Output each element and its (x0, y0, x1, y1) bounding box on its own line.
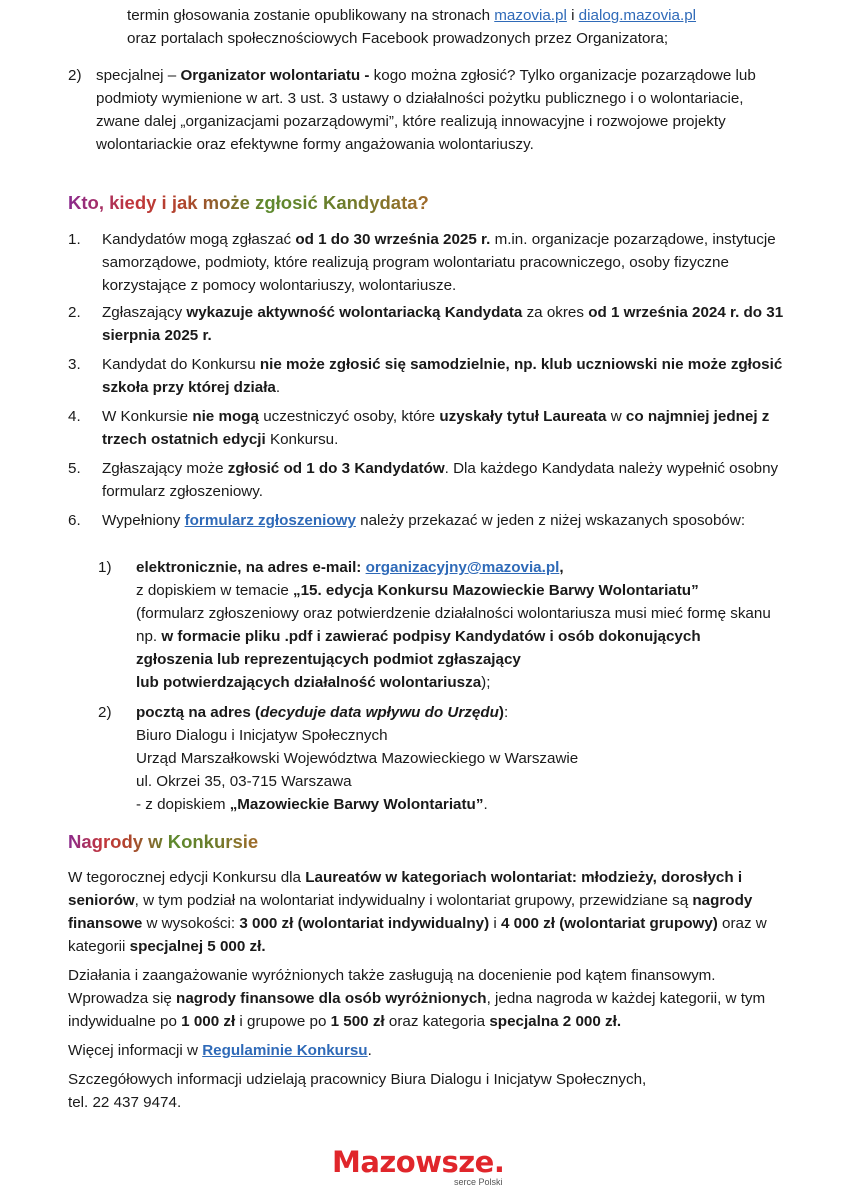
text: Więcej informacji w (68, 1042, 203, 1059)
bold-text: elektronicznie, na adres e-mail: (136, 559, 366, 576)
bold-text: 3 000 zł (wolontariat indywidualny) (239, 915, 490, 932)
text: i (489, 915, 501, 932)
dialog-mazovia-link[interactable]: dialog.mazovia.pl (578, 7, 697, 24)
bold-text: specjalnej 5 000 zł. (129, 938, 266, 955)
address-line: Urząd Marszałkowski Województwa Mazowieckiego w Warszawie (136, 750, 579, 767)
bold-text: 1 500 zł (330, 1013, 385, 1030)
list-number: 3. (68, 356, 81, 373)
contact-phone: tel. 22 437 9474. (68, 1094, 182, 1111)
text: W tegorocznej edycji Konkursu dla (68, 869, 306, 886)
method-line (136, 701, 778, 724)
bold-text: nie mogą (192, 408, 259, 425)
list-item-text (102, 353, 788, 399)
text: i grupowe po (235, 1013, 331, 1030)
text: Konkursu. (265, 431, 339, 448)
text: ); (481, 674, 491, 691)
bold-text: nagrody finansowe dla osób wyróżnionych (176, 990, 487, 1007)
text: oraz w kategorii (68, 915, 767, 955)
bold-text: od 1 do 30 września 2025 r. (295, 231, 491, 248)
bold-text: lub potwierdzających działalność wolontariusza (136, 674, 482, 691)
list-number: 2) (68, 67, 82, 84)
text: . (367, 1042, 372, 1059)
method-line (136, 556, 778, 579)
list-item (68, 457, 788, 503)
text: . (483, 796, 488, 813)
bold-text: , (559, 559, 564, 576)
address-line: ul. Okrzei 35, 03-715 Warszawa (136, 773, 352, 790)
list-item (68, 228, 788, 297)
bold-text: nagrody finansowe (68, 892, 753, 932)
list-item (68, 301, 788, 347)
contact-paragraph (68, 1068, 798, 1114)
bold-text: pocztą na adres ( (136, 704, 261, 721)
text: Działania i zaangażowanie wyróżnionych także zasługują na docenienie pod kątem finansowym. Wprowadza się (68, 967, 716, 1007)
list-item-text (102, 509, 788, 532)
list-item (68, 405, 788, 451)
logo-tagline: serce Polski (454, 1177, 503, 1187)
method-line (136, 671, 778, 694)
bold-text: „15. edycja Konkursu Mazowieckie Barwy Wolontariatu” (293, 582, 699, 599)
bold-text: od 1 września 2024 r. do 31 sierpnia 2025 r. (102, 304, 784, 344)
address-line (136, 793, 778, 816)
bold-text: w formacie pliku .pdf i zawierać podpisy Kandydatów i osób dokonujących zgłoszenia lub reprezentujących podmiot zgłaszający (136, 628, 701, 668)
text: Zgłaszający (102, 304, 187, 321)
more-info-paragraph (68, 1039, 798, 1062)
contact-line: Szczegółowych informacji udzielają pracownicy Biura Dialogu i Inicjatyw Społecznych, (68, 1071, 647, 1088)
text: z dopiskiem w temacie (136, 582, 293, 599)
text: za okres (522, 304, 589, 321)
text: oraz kategoria (384, 1013, 490, 1030)
address-line: Biuro Dialogu i Inicjatyw Społecznych (136, 727, 388, 744)
regulations-link[interactable]: Regulaminie Konkursu (202, 1042, 368, 1059)
list-number: 1) (98, 559, 112, 576)
text: - z dopiskiem (136, 796, 230, 813)
bold-italic-text: decyduje data wpływu do Urzędu (260, 704, 499, 721)
bold-text: wykazuje aktywność wolontariacką Kandydata (186, 304, 523, 321)
text: Kandydat do Konkursu (102, 356, 260, 373)
list-item (68, 353, 788, 399)
list-item-text (102, 405, 788, 451)
bold-text: 1 000 zł (181, 1013, 236, 1030)
application-form-link[interactable]: formularz zgłoszeniowy (184, 512, 356, 529)
text: , w tym podział na wolontariat indywidualny i wolontariat grupowy, przewidziane są (134, 892, 693, 909)
prizes-paragraph (68, 866, 798, 958)
text: kogo można zgłosić? Tylko organizacje pozarządowe lub podmioty wymienione w art. 3 ust. 3 ustawy o działalności pożytku publicznego i o wolontariacie, zwane dalej „organizacjami pozarządowymi”, które realizują innowacyjne i rozwojowe projekty wolontariackie oraz efektywne formy angażowania wolontariuszy. (96, 67, 756, 153)
bold-text: specjalna 2 000 zł. (489, 1013, 622, 1030)
list-number: 2) (98, 704, 112, 721)
distinctions-paragraph (68, 964, 798, 1033)
mazovia-link[interactable]: mazovia.pl (494, 7, 567, 24)
text: . Dla każdego Kandydata należy wypełnić osobny formularz zgłoszeniowy. (102, 460, 779, 500)
bold-text: ) (498, 704, 504, 721)
bold-text: 4 000 zł (wolontariat grupowy) (500, 915, 718, 932)
submission-method-post (98, 701, 778, 816)
section-heading-prizes: Nagrody w Konkursie (68, 831, 259, 852)
list-item-text (102, 457, 788, 503)
text: Zgłaszający może (102, 460, 228, 477)
list-number: 2. (68, 304, 81, 321)
submission-method-email (98, 556, 778, 694)
bold-text: uzyskały tytuł Laureata (439, 408, 607, 425)
method-text (136, 556, 778, 694)
bold-text: „Mazowieckie Barwy Wolontariatu” (229, 796, 484, 813)
special-category-text (96, 64, 788, 156)
text: m.in. organizacje pozarządowe, instytucje samorządowe, podmioty, które realizują program wolontariatu pracowniczego, osoby fizyczne korzystające z pomocy wolontariuszy, wolontariusze. (102, 231, 776, 294)
text: w (606, 408, 626, 425)
list-number: 5. (68, 460, 81, 477)
text: (formularz zgłoszeniowy oraz potwierdzenie działalności wolontariusza musi mieć formę skanu np. (136, 605, 771, 645)
logo-wordmark: Mazowsze. (332, 1145, 505, 1179)
section-heading-who: Kto, kiedy i jak może zgłosić Kandydata? (68, 192, 429, 213)
method-line (136, 579, 778, 602)
voting-info-paragraph (127, 4, 807, 50)
list-number: 6. (68, 512, 81, 529)
text: . (275, 379, 281, 396)
list-item-text (102, 301, 788, 347)
text: Kandydatów mogą zgłaszać (102, 231, 296, 248)
email-link[interactable]: organizacyjny@mazovia.pl (365, 559, 560, 576)
bold-text: nie może zgłosić się samodzielnie, np. klub uczniowski nie może zgłosić szkoła przy której działa (102, 356, 783, 396)
text: W Konkursie (102, 408, 193, 425)
list-item (68, 509, 788, 532)
bold-text: Organizator wolontariatu - (180, 67, 370, 84)
mazowsze-logo (332, 1146, 522, 1192)
text: Wypełniony (102, 512, 185, 529)
text: w wysokości: (142, 915, 240, 932)
special-category-item (68, 64, 788, 156)
text: uczestniczyć osoby, które (258, 408, 440, 425)
text: należy przekazać w jeden z niżej wskazanych sposobów: (355, 512, 746, 529)
bold-text: Laureatów w kategoriach wolontariat: młodzieży, dorosłych i seniorów (68, 869, 743, 909)
method-text (136, 701, 778, 816)
bold-text: co najmniej jednej z trzech ostatnich edycji (102, 408, 770, 448)
voting-info-line-2: oraz portalach społecznościowych Facebook prowadzonych przez Organizatora; (127, 30, 669, 47)
text: specjalnej – (96, 67, 181, 84)
text: termin głosowania zostanie opublikowany na stronach (127, 7, 495, 24)
text: i (566, 7, 579, 24)
list-item-text (102, 228, 788, 297)
list-number: 1. (68, 231, 81, 248)
list-number: 4. (68, 408, 81, 425)
voting-info-line-1 (127, 4, 807, 27)
text: : (503, 704, 509, 721)
bold-text: zgłosić od 1 do 3 Kandydatów (227, 460, 445, 477)
method-line (136, 602, 778, 671)
text: , jedna nagroda w każdej kategorii, w tym indywidualne po (68, 990, 766, 1030)
